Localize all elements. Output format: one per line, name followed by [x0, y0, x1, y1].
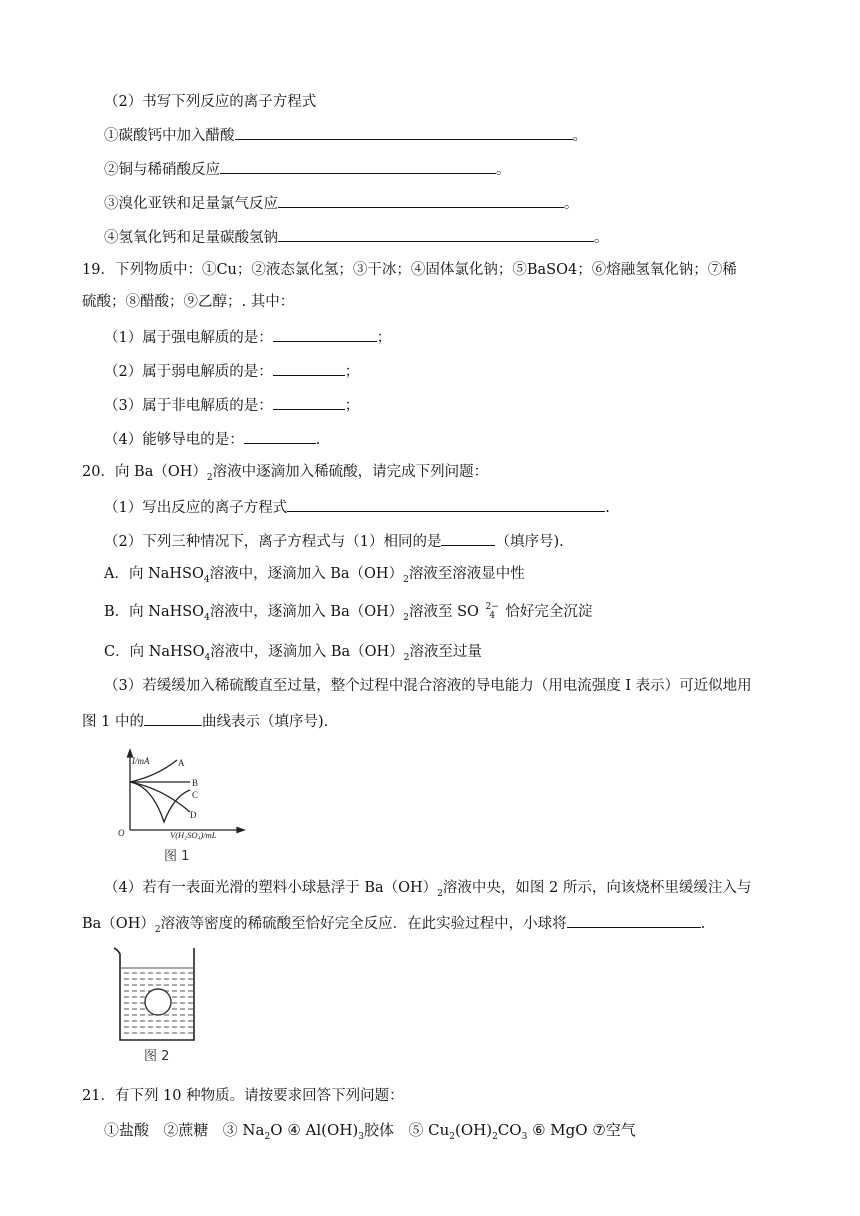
subscript: 4	[203, 574, 210, 585]
x-axis-arrow	[237, 828, 244, 833]
superscript: 2−	[485, 602, 499, 612]
answer-blank[interactable]	[235, 124, 573, 140]
subscript: 2	[403, 612, 409, 623]
curve-label-d: D	[190, 810, 197, 820]
q19-part-1-label: （1）属于强电解质的是：	[104, 330, 273, 346]
answer-blank[interactable]	[441, 530, 495, 546]
q19-part-4-label: （4）能够导电的是：	[104, 432, 244, 448]
figure-2-caption: 图 2	[144, 1049, 170, 1064]
answer-blank[interactable]	[278, 192, 564, 208]
q21-substance-list	[104, 1120, 636, 1147]
q19-part-4	[104, 428, 320, 450]
curve-label-c: C	[192, 790, 199, 800]
substance-7: ⑦空气	[592, 1121, 636, 1139]
option-text: B．向 NaHSO	[104, 604, 205, 620]
q18-item-2-label: ②铜与稀硝酸反应	[104, 162, 220, 178]
option-text: 溶液中，逐滴加入 Ba（OH）	[209, 604, 404, 620]
q18-item-3-end: 。	[564, 196, 579, 212]
q20-part-1-label: （1）写出反应的离子方程式	[104, 500, 288, 516]
q20-part-4-text: 溶液等密度的稀硫酸至恰好完全反应．在此实验过程中，小球将	[160, 916, 567, 932]
q20-part-4-text: 溶液中央，如图 2 所示，向该烧杯里缓缓注入与	[442, 880, 752, 896]
answer-blank[interactable]	[273, 326, 377, 342]
answer-blank[interactable]	[144, 710, 202, 726]
curve-d	[130, 782, 190, 812]
substance-4	[287, 1121, 395, 1142]
option-text: C．向 NaHSO	[104, 644, 205, 660]
subscript: 4	[204, 612, 210, 623]
q20-option-a	[104, 564, 525, 590]
q19-part-3	[104, 394, 359, 416]
q18-item-2	[104, 158, 511, 180]
q20-part-2-label: （2）下列三种情况下，离子方程式与（1）相同的是	[104, 534, 442, 550]
subscript: 2	[206, 472, 213, 483]
answer-blank[interactable]	[244, 428, 316, 444]
q20-part-4-end: .	[700, 916, 706, 932]
formula-part: ④ Al(OH)	[287, 1121, 359, 1139]
q18-item-2-end: 。	[496, 162, 511, 178]
x-axis-label: V(H₂SO₄)/mL	[170, 830, 217, 840]
q18-item-4	[104, 226, 609, 248]
q20-part-1	[104, 496, 610, 518]
option-text: 溶液至 SO	[409, 604, 479, 620]
figure-1-caption: 图 1	[164, 849, 190, 864]
answer-blank[interactable]	[287, 496, 605, 512]
q20-part-3-line1: （3）若缓缓加入稀硫酸直至过量，整个过程中混合溶液的导电能力（用电流强度 I 表示）可近似地用	[104, 678, 752, 694]
q18-item-1-end: 。	[572, 128, 587, 144]
sulfate-charge	[486, 603, 499, 621]
q18-part2-heading: （2）书写下列反应的离子方程式	[104, 94, 317, 110]
subscript: 2	[449, 1132, 455, 1142]
q20-part-4-line2	[82, 912, 705, 940]
option-text: A．向 NaHSO	[104, 566, 204, 582]
subscript: 2	[403, 574, 409, 585]
answer-blank[interactable]	[278, 226, 594, 242]
substance-3	[222, 1121, 283, 1142]
option-text: 溶液至溶液显中性	[408, 566, 525, 582]
subscript: 2	[154, 924, 161, 935]
subscript: 2	[264, 1132, 271, 1142]
answer-blank[interactable]	[567, 912, 701, 928]
subscript: 2	[403, 652, 410, 663]
q20-stem-text: 溶液中逐滴加入稀硫酸，请完成下列问题：	[212, 464, 489, 480]
subscript: 4	[204, 652, 211, 663]
q20-part-4-text: Ba（OH）	[82, 916, 155, 932]
formula-part: CO	[497, 1121, 522, 1139]
q20-option-b	[104, 602, 592, 628]
q20-part-2	[104, 530, 564, 552]
formula-part: ⑤ Cu	[408, 1121, 450, 1139]
plastic-ball	[145, 989, 171, 1015]
curve-label-b: B	[192, 778, 199, 788]
formula-part: (OH)	[454, 1121, 493, 1139]
answer-blank[interactable]	[273, 394, 345, 410]
figure-2-beaker	[108, 946, 200, 1066]
formula-part: ③ Na	[222, 1121, 265, 1139]
answer-blank[interactable]	[273, 360, 345, 376]
q21-stem: 21．有下列 10 种物质。请按要求回答下列问题：	[82, 1088, 404, 1104]
option-text: 恰好完全沉淀	[500, 604, 593, 620]
q20-part-3-line2	[82, 710, 328, 732]
q19-part-2	[104, 360, 359, 382]
subscript: 4	[489, 611, 496, 621]
q19-part-2-label: （2）属于弱电解质的是：	[104, 364, 273, 380]
q18-item-3	[104, 192, 579, 214]
q19-part-2-end: ；	[344, 364, 360, 380]
subscript: 3	[358, 1132, 364, 1142]
q20-part-3-text: 曲线表示（填序号).	[201, 714, 329, 730]
option-text: 溶液至过量	[409, 644, 482, 660]
q20-stem-text: 20．向 Ba（OH）	[82, 464, 207, 480]
option-text: 溶液中，逐滴加入 Ba（OH）	[209, 566, 404, 582]
formula-part: 胶体	[364, 1121, 395, 1139]
figure-1-conductivity-graph	[112, 748, 252, 866]
y-axis-label: I/mA	[132, 756, 150, 766]
q20-option-c	[104, 642, 482, 668]
subscript: 2	[492, 1132, 498, 1142]
origin-label: O	[118, 828, 125, 838]
q20-part-4-line1	[104, 878, 751, 904]
q18-item-1-label: ①碳酸钙中加入醋酸	[104, 128, 235, 144]
formula-part: O	[270, 1121, 283, 1139]
q18-item-3-label: ③溴化亚铁和足量氯气反应	[104, 196, 278, 212]
subscript: 2	[437, 888, 443, 899]
answer-blank[interactable]	[220, 158, 496, 174]
q20-part-2-suffix: （填序号).	[495, 534, 564, 550]
option-text: 溶液中，逐滴加入 Ba（OH）	[210, 644, 404, 660]
q19-part-1-end: ；	[376, 330, 392, 346]
q19-part-3-label: （3）属于非电解质的是：	[104, 398, 273, 414]
q18-item-4-end: 。	[594, 230, 609, 246]
substance-6: ⑥ MgO	[532, 1121, 588, 1139]
q19-stem-line1: 19．下列物质中：①Cu；②液态氯化氢；③干冰；④固体氯化钠；⑤BaSO4；⑥熔融氢氧化钠；⑦稀	[82, 262, 737, 278]
q18-item-1	[104, 124, 587, 146]
q20-stem	[82, 462, 488, 488]
q19-part-1	[104, 326, 391, 348]
q19-stem-line2: 硫酸；⑧醋酸；⑨乙醇；. 其中：	[82, 294, 295, 310]
substance-2: ②蔗糖	[163, 1121, 209, 1139]
q20-part-1-end: .	[605, 500, 610, 516]
q20-part-3-text: 图 1 中的	[82, 714, 144, 730]
curve-label-a: A	[178, 758, 185, 768]
q20-part-4-text: （4）若有一表面光滑的塑料小球悬浮于 Ba（OH）	[104, 880, 438, 896]
substance-5	[408, 1121, 528, 1142]
substance-1: ①盐酸	[104, 1121, 150, 1139]
subscript: 3	[521, 1132, 528, 1142]
q19-part-3-end: ；	[344, 398, 360, 414]
curve-c	[130, 782, 190, 822]
q19-part-4-end: .	[315, 432, 321, 448]
q18-item-4-label: ④氢氧化钙和足量碳酸氢钠	[104, 230, 278, 246]
